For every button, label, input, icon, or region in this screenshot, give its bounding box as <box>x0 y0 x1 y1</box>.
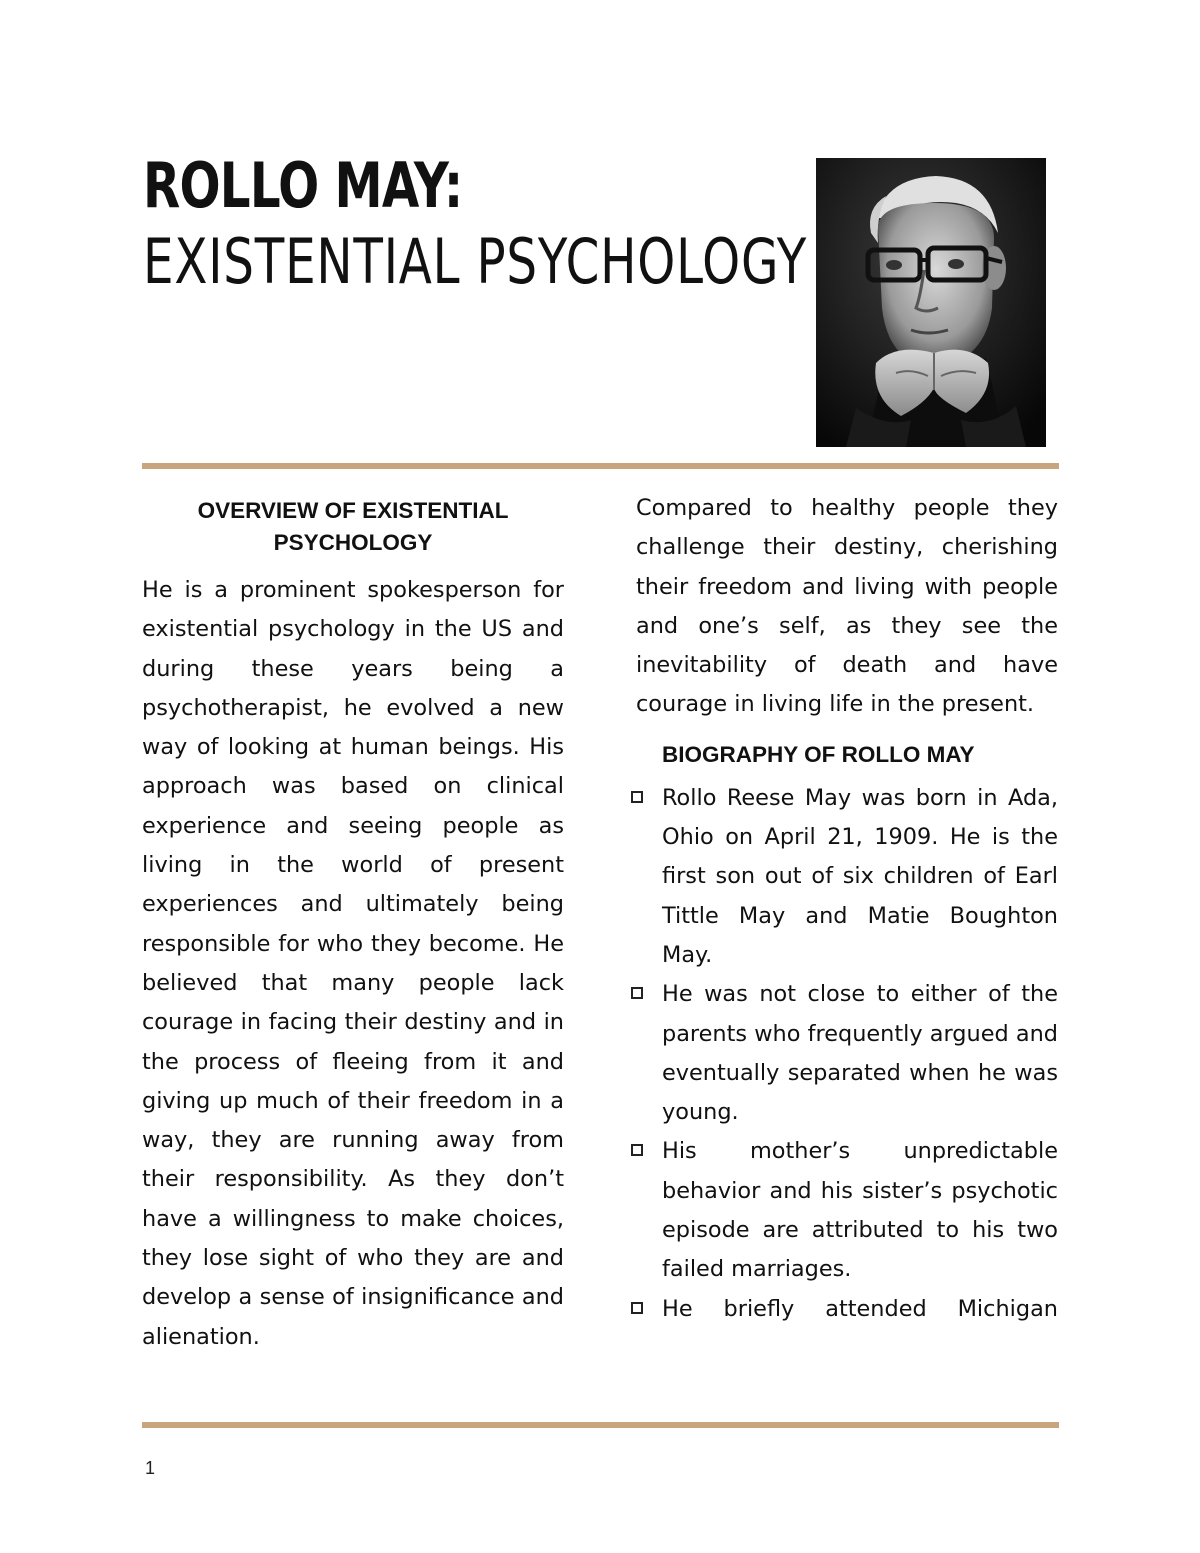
list-item-text: Rollo Reese May was born in Ada, Ohio on April 21, 1909. He is the first son out of six children of Earl Tittle May and Matie Boughton May. <box>662 784 1058 968</box>
list-item <box>636 779 1058 975</box>
left-column <box>142 495 564 1357</box>
page-subtitle: EXISTENTIAL PSYCHOLOGY <box>143 225 808 298</box>
list-item <box>636 1132 1058 1289</box>
portrait-photo <box>816 158 1046 447</box>
intro-paragraph: Compared to healthy people they challenge their destiny, cherishing their freedom and living with people and one’s self, as they see the inevitability of death and have courage in living life in the present. <box>636 495 1058 718</box>
bottom-divider <box>142 1422 1059 1428</box>
top-divider <box>142 463 1059 469</box>
checkbox-bullet-icon <box>631 987 643 999</box>
right-column <box>636 489 1058 1329</box>
overview-heading: OVERVIEW OF EXISTENTIAL PSYCHOLOGY <box>197 498 509 555</box>
list-item-text: He briefly attended Michigan <box>662 1295 1058 1322</box>
checkbox-bullet-icon <box>631 791 643 803</box>
checkbox-bullet-icon <box>631 1144 643 1156</box>
biography-heading: BIOGRAPHY OF ROLLO MAY <box>662 741 975 767</box>
list-item-text: His mother’s unpredictable behavior and his sister’s psychotic episode are attributed to his two failed marriages. <box>662 1138 1058 1283</box>
list-item-text: He was not close to either of the parents who frequently argued and eventually separated when he was young. <box>662 981 1058 1126</box>
page-number: 1 <box>145 1458 156 1478</box>
overview-paragraph: He is a prominent spokesperson for existential psychology in the US and during these years being a psychotherapist, he evolved a new way of looking at human beings. His approach was based on clinical experience and seeing people as living in the world of present experiences and ultimately being responsible for who they become. He believed that many people lack courage in facing their destiny and in the process of fleeing from it and giving up much of their freedom in a way, they are running away from their responsibility. As they don’t have a willingness to make choices, they lose sight of who they are and develop a sense of insignificance and alienation. <box>142 577 564 1350</box>
biography-list <box>636 779 1058 1329</box>
list-item <box>636 1290 1058 1329</box>
page-title: ROLLO MAY: <box>143 149 463 222</box>
title-block <box>143 149 808 302</box>
list-item <box>636 975 1058 1132</box>
checkbox-bullet-icon <box>631 1302 643 1314</box>
